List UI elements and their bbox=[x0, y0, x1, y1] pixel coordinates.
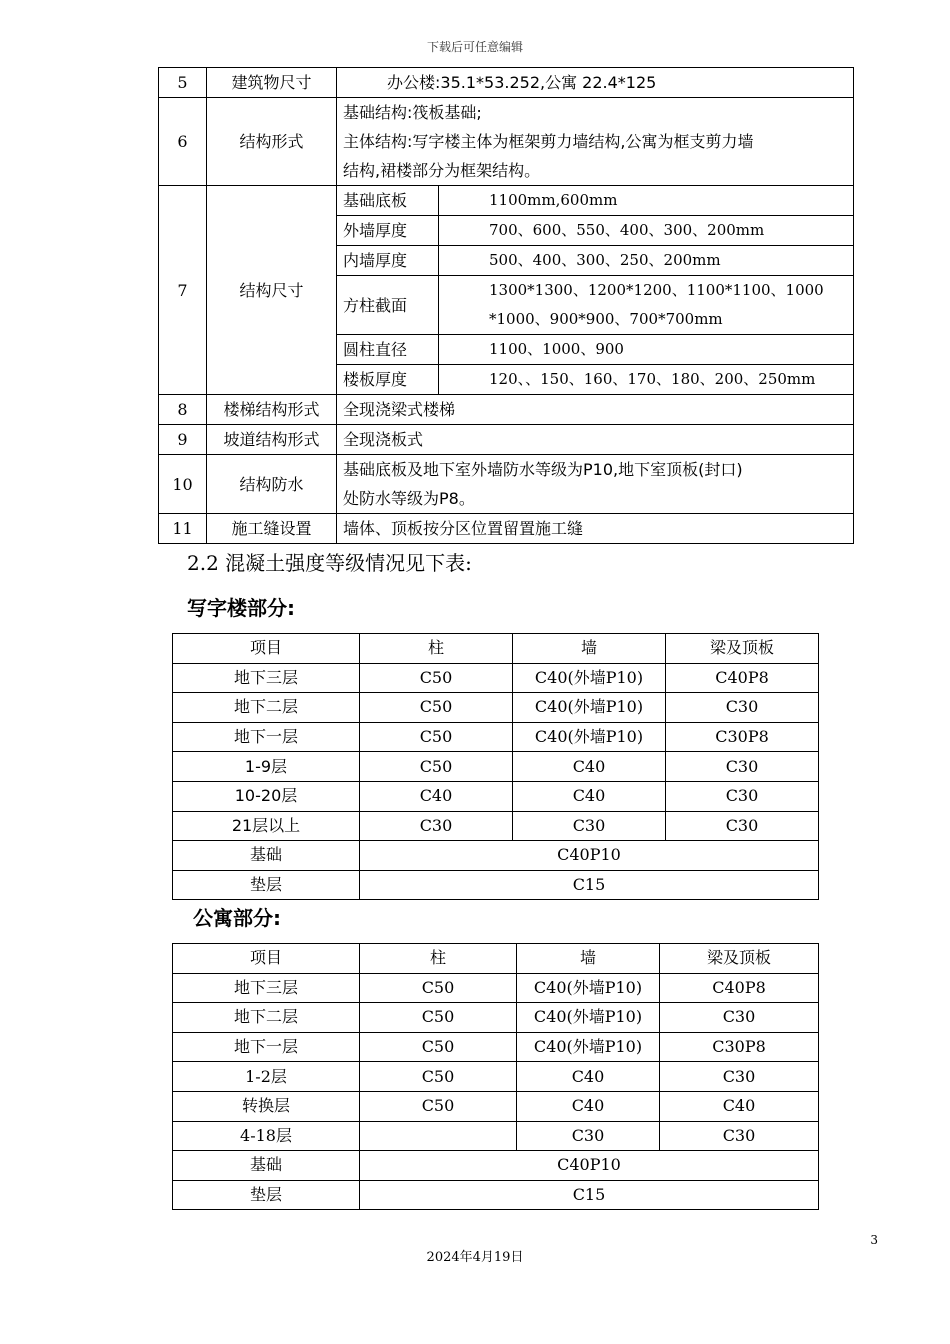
content-line: 主体结构:写字楼主体为框架剪力墙结构,公寓为框支剪力墙 bbox=[343, 132, 754, 151]
foundation-label: 基础 bbox=[173, 1151, 360, 1181]
table-row bbox=[173, 870, 819, 900]
footer-date: 2024年4月19日 bbox=[426, 1250, 524, 1265]
floor-cell: 10-20层 bbox=[173, 781, 360, 811]
column-grade: C50 bbox=[360, 693, 513, 723]
row-content bbox=[337, 98, 854, 186]
row-number: 11 bbox=[159, 514, 207, 544]
value-line: 1300*1300、1200*1200、1100*1100、1000 bbox=[489, 281, 824, 299]
floor-cell: 21层以上 bbox=[173, 811, 360, 841]
table-row bbox=[173, 1003, 819, 1033]
sub-item-name: 方柱截面 bbox=[337, 276, 439, 335]
sub-item-value: 500、400、300、250、200mm bbox=[439, 246, 854, 276]
sub-item-value: 1100mm,600mm bbox=[439, 186, 854, 216]
sub-item-value: 120、、150、160、170、180、200、250mm bbox=[439, 365, 854, 395]
column-grade: C30 bbox=[360, 811, 513, 841]
table-row bbox=[173, 1121, 819, 1151]
cushion-grade: C15 bbox=[360, 1180, 819, 1210]
floor-cell: 地下三层 bbox=[173, 973, 360, 1003]
table-row bbox=[173, 841, 819, 871]
column-grade: C50 bbox=[360, 973, 517, 1003]
beam-grade: C30 bbox=[666, 693, 819, 723]
column-grade: C50 bbox=[360, 1003, 517, 1033]
floor-cell: 1-2层 bbox=[173, 1062, 360, 1092]
table-row bbox=[173, 1091, 819, 1121]
sub-item-name: 楼板厚度 bbox=[337, 365, 439, 395]
row-content: 全现浇板式 bbox=[337, 425, 854, 455]
foundation-grade: C40P10 bbox=[360, 841, 819, 871]
beam-grade: C40 bbox=[660, 1091, 819, 1121]
table-row bbox=[159, 68, 854, 98]
header-cell: 梁及顶板 bbox=[660, 944, 819, 974]
page-header: 下载后可任意编辑 bbox=[426, 40, 523, 54]
section-title: 2.2 混凝土强度等级情况见下表: bbox=[187, 551, 472, 575]
row-item: 结构尺寸 bbox=[207, 186, 337, 395]
table-row bbox=[159, 455, 854, 514]
column-grade: C50 bbox=[360, 1062, 517, 1092]
row-content bbox=[337, 455, 854, 514]
row-item: 楼梯结构形式 bbox=[207, 395, 337, 425]
row-item: 坡道结构形式 bbox=[207, 425, 337, 455]
table-row bbox=[173, 663, 819, 693]
column-grade: C50 bbox=[360, 663, 513, 693]
content-line: 处防水等级为P8。 bbox=[343, 489, 475, 508]
beam-grade: C30 bbox=[666, 752, 819, 782]
cushion-grade: C15 bbox=[360, 870, 819, 900]
row-number: 10 bbox=[159, 455, 207, 514]
wall-grade: C40 bbox=[517, 1062, 660, 1092]
floor-cell: 1-9层 bbox=[173, 752, 360, 782]
wall-grade: C40(外墙P10) bbox=[517, 1003, 660, 1033]
content-line: 结构,裙楼部分为框架结构。 bbox=[343, 161, 541, 180]
header-cell: 项目 bbox=[173, 634, 360, 664]
apartment-concrete-table bbox=[172, 943, 819, 1210]
table-row bbox=[159, 395, 854, 425]
table-row bbox=[173, 1062, 819, 1092]
column-grade: C40 bbox=[360, 781, 513, 811]
header-cell: 梁及顶板 bbox=[666, 634, 819, 664]
header-cell: 墙 bbox=[513, 634, 666, 664]
wall-grade: C40(外墙P10) bbox=[517, 1032, 660, 1062]
table-row bbox=[173, 722, 819, 752]
foundation-label: 基础 bbox=[173, 841, 360, 871]
office-title: 写字楼部分: bbox=[187, 596, 295, 620]
header-cell: 项目 bbox=[173, 944, 360, 974]
sub-item-name: 圆柱直径 bbox=[337, 335, 439, 365]
beam-grade: C30 bbox=[666, 811, 819, 841]
row-item: 施工缝设置 bbox=[207, 514, 337, 544]
beam-grade: C30 bbox=[660, 1003, 819, 1033]
row-content: 办公楼:35.1*53.252,公寓 22.4*125 bbox=[337, 68, 854, 98]
row-content: 全现浇梁式楼梯 bbox=[337, 395, 854, 425]
wall-grade: C30 bbox=[513, 811, 666, 841]
floor-cell: 4-18层 bbox=[173, 1121, 360, 1151]
table-row bbox=[173, 973, 819, 1003]
table-row bbox=[159, 98, 854, 186]
table-header-row bbox=[173, 944, 819, 974]
structure-table bbox=[158, 67, 854, 544]
wall-grade: C40(外墙P10) bbox=[513, 722, 666, 752]
wall-grade: C40 bbox=[513, 781, 666, 811]
header-cell: 柱 bbox=[360, 944, 517, 974]
column-grade: C50 bbox=[360, 722, 513, 752]
table-row bbox=[159, 425, 854, 455]
floor-cell: 地下一层 bbox=[173, 722, 360, 752]
wall-grade: C30 bbox=[517, 1121, 660, 1151]
wall-grade: C40(外墙P10) bbox=[513, 663, 666, 693]
floor-cell: 地下二层 bbox=[173, 1003, 360, 1033]
cushion-label: 垫层 bbox=[173, 870, 360, 900]
row-item: 建筑物尺寸 bbox=[207, 68, 337, 98]
sub-item-name: 基础底板 bbox=[337, 186, 439, 216]
table-row bbox=[173, 752, 819, 782]
row-number: 9 bbox=[159, 425, 207, 455]
beam-grade: C30 bbox=[660, 1121, 819, 1151]
wall-grade: C40 bbox=[513, 752, 666, 782]
table-row bbox=[173, 1032, 819, 1062]
foundation-grade: C40P10 bbox=[360, 1151, 819, 1181]
beam-grade: C30 bbox=[660, 1062, 819, 1092]
apartment-title: 公寓部分: bbox=[193, 906, 281, 930]
wall-grade: C40(外墙P10) bbox=[517, 973, 660, 1003]
office-concrete-table bbox=[172, 633, 819, 900]
table-row bbox=[173, 1151, 819, 1181]
floor-cell: 地下一层 bbox=[173, 1032, 360, 1062]
sub-item-value: 1100、1000、900 bbox=[439, 335, 854, 365]
header-cell: 墙 bbox=[517, 944, 660, 974]
beam-grade: C30P8 bbox=[660, 1032, 819, 1062]
value-line: *1000、900*900、700*700mm bbox=[489, 310, 723, 328]
table-row bbox=[173, 693, 819, 723]
beam-grade: C40P8 bbox=[666, 663, 819, 693]
row-number: 7 bbox=[159, 186, 207, 395]
floor-cell: 地下二层 bbox=[173, 693, 360, 723]
content-line: 基础底板及地下室外墙防水等级为P10,地下室顶板(封口) bbox=[343, 460, 743, 479]
sub-item-name: 内墙厚度 bbox=[337, 246, 439, 276]
sub-item-value: 700、600、550、400、300、200mm bbox=[439, 216, 854, 246]
table-row bbox=[173, 781, 819, 811]
row-number: 8 bbox=[159, 395, 207, 425]
beam-grade: C40P8 bbox=[660, 973, 819, 1003]
wall-grade: C40 bbox=[517, 1091, 660, 1121]
header-cell: 柱 bbox=[360, 634, 513, 664]
row-content: 墙体、顶板按分区位置留置施工缝 bbox=[337, 514, 854, 544]
beam-grade: C30 bbox=[666, 781, 819, 811]
sub-item-name: 外墙厚度 bbox=[337, 216, 439, 246]
row-item: 结构防水 bbox=[207, 455, 337, 514]
wall-grade: C40(外墙P10) bbox=[513, 693, 666, 723]
table-row bbox=[173, 811, 819, 841]
row-number: 6 bbox=[159, 98, 207, 186]
column-grade: C50 bbox=[360, 752, 513, 782]
page-number: 3 bbox=[870, 1233, 878, 1247]
content-line: 基础结构:筏板基础; bbox=[343, 103, 482, 122]
row-item: 结构形式 bbox=[207, 98, 337, 186]
table-row bbox=[159, 186, 854, 216]
table-header-row bbox=[173, 634, 819, 664]
table-row bbox=[159, 514, 854, 544]
table-row bbox=[173, 1180, 819, 1210]
row-number: 5 bbox=[159, 68, 207, 98]
beam-grade: C30P8 bbox=[666, 722, 819, 752]
sub-item-value bbox=[439, 276, 854, 335]
floor-cell: 地下三层 bbox=[173, 663, 360, 693]
cushion-label: 垫层 bbox=[173, 1180, 360, 1210]
floor-cell: 转换层 bbox=[173, 1091, 360, 1121]
column-grade: C50 bbox=[360, 1032, 517, 1062]
column-grade bbox=[360, 1121, 517, 1151]
column-grade: C50 bbox=[360, 1091, 517, 1121]
